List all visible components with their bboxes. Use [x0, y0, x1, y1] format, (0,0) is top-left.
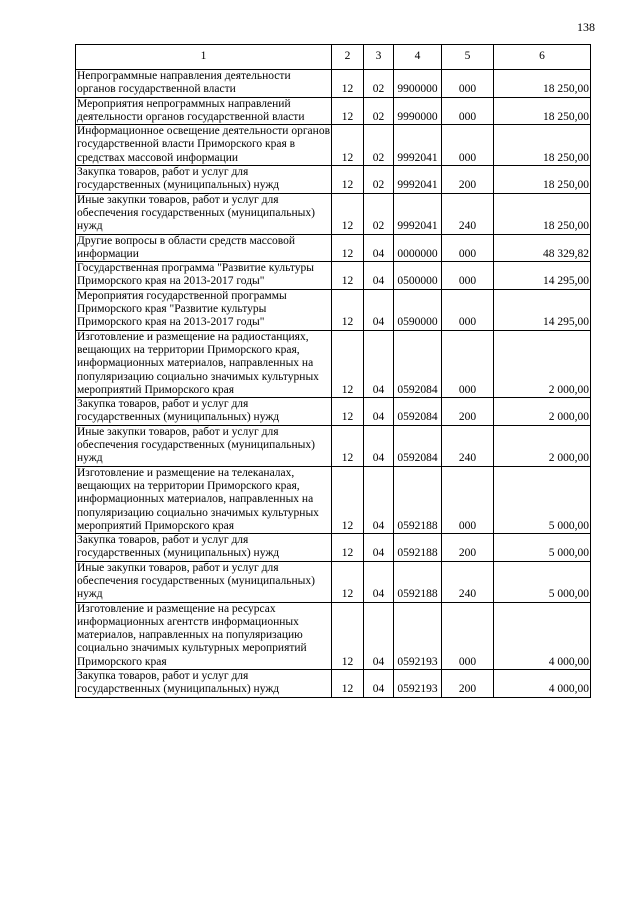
subsection-cell: 04 [364, 289, 394, 330]
row-name-cell: Изготовление и размещение на радиостанциях, вещающих на территории Приморского края, информационных материалов, направленных на популяризацию социально значимых культурных мероприятий Приморского края [76, 330, 332, 397]
table-row [76, 670, 591, 698]
expense-type-cell: 000 [442, 234, 494, 262]
subsection-cell: 02 [364, 193, 394, 234]
expense-type-cell: 200 [442, 670, 494, 698]
column-header: 6 [494, 45, 591, 70]
subsection-cell: 04 [364, 466, 394, 533]
expense-type-cell: 000 [442, 330, 494, 397]
target-article-cell: 0592084 [394, 398, 442, 426]
amount-cell: 18 250,00 [494, 125, 591, 166]
row-name-cell: Мероприятия непрограммных направлений деятельности органов государственной власти [76, 97, 332, 125]
expense-type-cell: 240 [442, 193, 494, 234]
section-cell: 12 [332, 70, 364, 98]
target-article-cell: 0500000 [394, 262, 442, 290]
table-row [76, 398, 591, 426]
subsection-cell: 04 [364, 670, 394, 698]
target-article-cell: 0592084 [394, 330, 442, 397]
table-row [76, 166, 591, 194]
section-cell: 12 [332, 425, 364, 466]
subsection-cell: 02 [364, 166, 394, 194]
target-article-cell: 9992041 [394, 125, 442, 166]
table-row [76, 262, 591, 290]
target-article-cell: 0592084 [394, 425, 442, 466]
subsection-cell: 04 [364, 561, 394, 602]
target-article-cell: 0592193 [394, 670, 442, 698]
row-name-cell: Закупка товаров, работ и услуг для государственных (муниципальных) нужд [76, 398, 332, 426]
table-row [76, 234, 591, 262]
target-article-cell: 0590000 [394, 289, 442, 330]
section-cell: 12 [332, 602, 364, 669]
expense-type-cell: 200 [442, 166, 494, 194]
table-row [76, 193, 591, 234]
page-number: 138 [577, 20, 595, 34]
target-article-cell: 9992041 [394, 166, 442, 194]
table-row [76, 602, 591, 669]
section-cell: 12 [332, 125, 364, 166]
table-row [76, 125, 591, 166]
target-article-cell: 9990000 [394, 97, 442, 125]
expense-type-cell: 240 [442, 561, 494, 602]
row-name-cell: Непрограммные направления деятельности органов государственной власти [76, 70, 332, 98]
subsection-cell: 02 [364, 70, 394, 98]
row-name-cell: Информационное освещение деятельности органов государственной власти Приморского края в средствах массовой информации [77, 125, 330, 164]
subsection-cell: 04 [364, 425, 394, 466]
amount-cell: 5 000,00 [494, 466, 591, 533]
target-article-cell: 0000000 [394, 234, 442, 262]
section-cell: 12 [332, 289, 364, 330]
table-row [76, 561, 591, 602]
subsection-cell: 04 [364, 234, 394, 262]
subsection-cell: 04 [364, 398, 394, 426]
row-name-cell: Изготовление и размещение на ресурсах информационных агентств информационных материалов, направленных на популяризацию социально значимых культурных мероприятий Приморского края [76, 602, 332, 669]
expense-type-cell: 200 [442, 534, 494, 562]
expense-type-cell: 000 [442, 466, 494, 533]
section-cell: 12 [332, 534, 364, 562]
subsection-cell: 04 [364, 330, 394, 397]
amount-cell: 2 000,00 [494, 398, 591, 426]
amount-cell: 2 000,00 [494, 425, 591, 466]
row-name-cell: Иные закупки товаров, работ и услуг для обеспечения государственных (муниципальных) нужд [76, 425, 332, 466]
amount-cell: 14 295,00 [494, 262, 591, 290]
subsection-cell: 02 [364, 125, 394, 166]
row-name-cell: Другие вопросы в области средств массовой информации [76, 234, 332, 262]
expense-type-cell: 240 [442, 425, 494, 466]
expense-type-cell: 000 [442, 97, 494, 125]
row-name-cell: Иные закупки товаров, работ и услуг для обеспечения государственных (муниципальных) нужд [76, 193, 332, 234]
target-article-cell: 9992041 [394, 193, 442, 234]
table-row [76, 466, 591, 533]
amount-cell: 14 295,00 [494, 289, 591, 330]
section-cell: 12 [332, 398, 364, 426]
column-header: 2 [332, 45, 364, 70]
amount-cell: 2 000,00 [494, 330, 591, 397]
table-row [76, 330, 591, 397]
subsection-cell: 02 [364, 97, 394, 125]
table-header-row [76, 45, 591, 70]
table-body [76, 70, 591, 698]
section-cell: 12 [332, 166, 364, 194]
target-article-cell: 0592188 [394, 561, 442, 602]
column-header: 4 [394, 45, 442, 70]
section-cell: 12 [332, 262, 364, 290]
section-cell: 12 [332, 670, 364, 698]
section-cell: 12 [332, 97, 364, 125]
subsection-cell: 04 [364, 262, 394, 290]
column-header: 3 [364, 45, 394, 70]
expense-type-cell: 000 [442, 70, 494, 98]
expense-type-cell: 000 [442, 125, 494, 166]
amount-cell: 18 250,00 [494, 166, 591, 194]
amount-cell: 18 250,00 [494, 70, 591, 98]
table-row [76, 97, 591, 125]
row-name-cell: Изготовление и размещение на телеканалах, вещающих на территории Приморского края, информационных материалов, направленных на популяризацию социально значимых культурных мероприятий Приморского края [76, 466, 332, 533]
table-row [76, 289, 591, 330]
table-row [76, 534, 591, 562]
budget-table [75, 44, 591, 698]
subsection-cell: 04 [364, 602, 394, 669]
expense-type-cell: 200 [442, 398, 494, 426]
column-header: 1 [76, 45, 332, 70]
row-name-cell: Закупка товаров, работ и услуг для государственных (муниципальных) нужд [76, 670, 332, 698]
section-cell: 12 [332, 561, 364, 602]
row-name-cell: Закупка товаров, работ и услуг для государственных (муниципальных) нужд [76, 534, 332, 562]
target-article-cell: 0592188 [394, 534, 442, 562]
section-cell: 12 [332, 193, 364, 234]
column-header: 5 [442, 45, 494, 70]
amount-cell: 4 000,00 [494, 602, 591, 669]
amount-cell: 5 000,00 [494, 561, 591, 602]
section-cell: 12 [332, 330, 364, 397]
table-row [76, 425, 591, 466]
amount-cell: 18 250,00 [494, 97, 591, 125]
section-cell: 12 [332, 466, 364, 533]
amount-cell: 4 000,00 [494, 670, 591, 698]
row-name-cell: Государственная программа "Развитие культуры Приморского края на 2013-2017 годы" [76, 262, 332, 290]
amount-cell: 5 000,00 [494, 534, 591, 562]
target-article-cell: 9900000 [394, 70, 442, 98]
subsection-cell: 04 [364, 534, 394, 562]
expense-type-cell: 000 [442, 289, 494, 330]
amount-cell: 48 329,82 [494, 234, 591, 262]
target-article-cell: 0592193 [394, 602, 442, 669]
row-name-cell: Иные закупки товаров, работ и услуг для обеспечения государственных (муниципальных) нужд [76, 561, 332, 602]
expense-type-cell: 000 [442, 262, 494, 290]
amount-cell: 18 250,00 [494, 193, 591, 234]
section-cell: 12 [332, 234, 364, 262]
table-row [76, 70, 591, 98]
row-name-cell: Закупка товаров, работ и услуг для государственных (муниципальных) нужд [76, 166, 332, 194]
target-article-cell: 0592188 [394, 466, 442, 533]
expense-type-cell: 000 [442, 602, 494, 669]
row-name-cell: Мероприятия государственной программы Приморского края "Развитие культуры Приморского края на 2013-2017 годы" [76, 289, 332, 330]
